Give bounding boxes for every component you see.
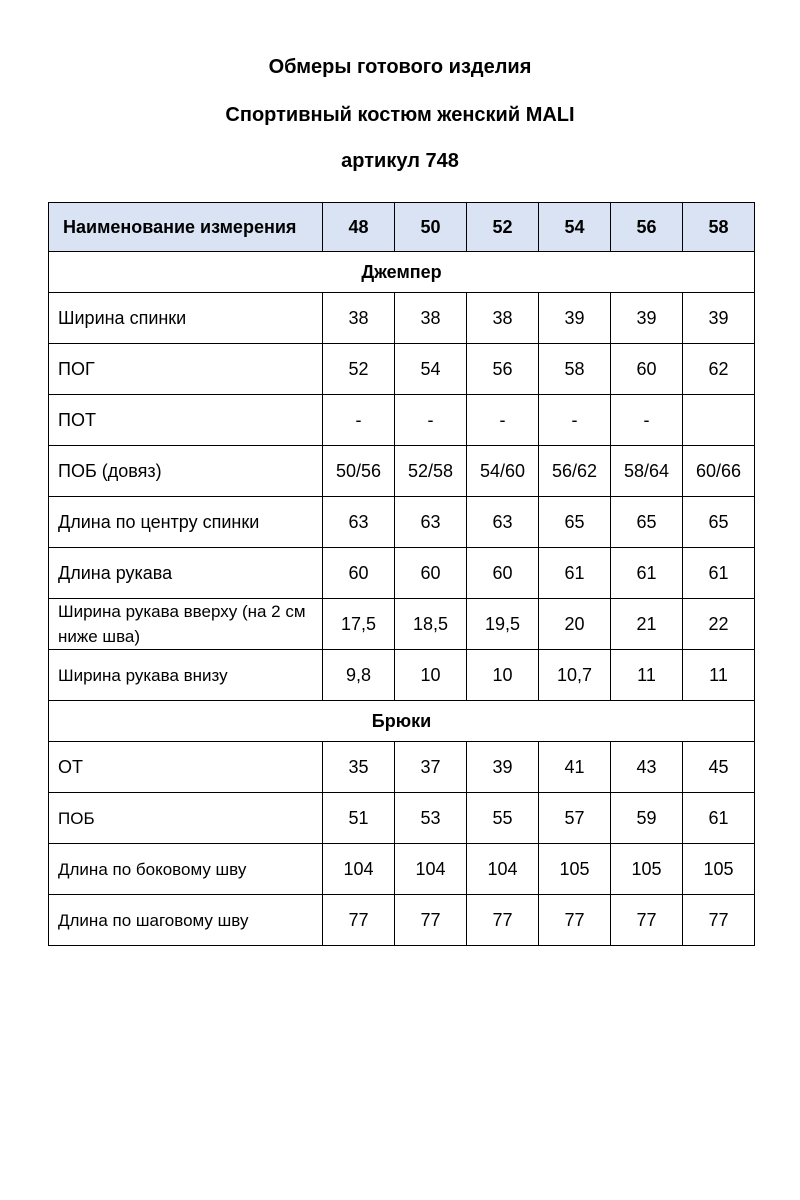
table-row bbox=[49, 548, 755, 599]
measurement-value: 38 bbox=[323, 293, 395, 344]
column-header-size: 50 bbox=[395, 203, 467, 252]
measurement-value: 10,7 bbox=[539, 650, 611, 701]
measurement-value: 58/64 bbox=[611, 446, 683, 497]
column-header-size: 48 bbox=[323, 203, 395, 252]
measurement-value: 61 bbox=[683, 793, 755, 844]
measurement-value: 60/66 bbox=[683, 446, 755, 497]
table-row bbox=[49, 895, 755, 946]
section-row bbox=[49, 252, 755, 293]
table-row bbox=[49, 793, 755, 844]
measurement-value: 58 bbox=[539, 344, 611, 395]
measurement-value: 104 bbox=[395, 844, 467, 895]
measurement-value: 60 bbox=[467, 548, 539, 599]
column-header-measurement: Наименование измерения bbox=[49, 203, 323, 252]
table-header-row bbox=[49, 203, 755, 252]
measurement-value: 105 bbox=[683, 844, 755, 895]
measurement-value: 38 bbox=[467, 293, 539, 344]
measurement-value: 11 bbox=[683, 650, 755, 701]
measurement-value: 54 bbox=[395, 344, 467, 395]
table-row bbox=[49, 599, 755, 650]
measurement-name: Длина по боковому шву bbox=[49, 844, 323, 895]
measurement-value: 104 bbox=[467, 844, 539, 895]
measurement-value: 105 bbox=[611, 844, 683, 895]
measurement-value: 55 bbox=[467, 793, 539, 844]
table-row bbox=[49, 344, 755, 395]
table-row bbox=[49, 446, 755, 497]
measurement-value: 77 bbox=[683, 895, 755, 946]
measurement-name: Длина по центру спинки bbox=[49, 497, 323, 548]
measurement-value: - bbox=[539, 395, 611, 446]
measurements-table bbox=[48, 202, 755, 946]
measurement-value: 63 bbox=[395, 497, 467, 548]
measurement-value: 52/58 bbox=[395, 446, 467, 497]
measurement-value: 11 bbox=[611, 650, 683, 701]
measurement-value: 20 bbox=[539, 599, 611, 650]
measurement-value: 60 bbox=[611, 344, 683, 395]
measurement-value: 63 bbox=[323, 497, 395, 548]
measurement-value: 53 bbox=[395, 793, 467, 844]
measurement-value: 18,5 bbox=[395, 599, 467, 650]
measurement-name: ОТ bbox=[49, 742, 323, 793]
measurement-value: 51 bbox=[323, 793, 395, 844]
measurement-value: 60 bbox=[323, 548, 395, 599]
measurement-value: 77 bbox=[395, 895, 467, 946]
measurement-value: - bbox=[395, 395, 467, 446]
column-header-size: 58 bbox=[683, 203, 755, 252]
table-row bbox=[49, 293, 755, 344]
measurement-value: 77 bbox=[467, 895, 539, 946]
measurement-value: - bbox=[611, 395, 683, 446]
table-row bbox=[49, 650, 755, 701]
measurement-value: 38 bbox=[395, 293, 467, 344]
table-row bbox=[49, 497, 755, 548]
measurement-value: 37 bbox=[395, 742, 467, 793]
measurement-value: 41 bbox=[539, 742, 611, 793]
measurement-value: 77 bbox=[539, 895, 611, 946]
measurement-value: 10 bbox=[467, 650, 539, 701]
measurement-value: 9,8 bbox=[323, 650, 395, 701]
measurement-value: 54/60 bbox=[467, 446, 539, 497]
column-header-size: 54 bbox=[539, 203, 611, 252]
measurement-value: 77 bbox=[323, 895, 395, 946]
measurement-value: 61 bbox=[539, 548, 611, 599]
column-header-size: 52 bbox=[467, 203, 539, 252]
measurement-value: 10 bbox=[395, 650, 467, 701]
measurement-value: 39 bbox=[467, 742, 539, 793]
measurement-name: Ширина рукава внизу bbox=[49, 650, 323, 701]
section-row bbox=[49, 701, 755, 742]
article-number: артикул 748 bbox=[341, 150, 459, 172]
measurement-name: ПОГ bbox=[49, 344, 323, 395]
measurement-value: 62 bbox=[683, 344, 755, 395]
measurement-value: 39 bbox=[683, 293, 755, 344]
measurement-value: 59 bbox=[611, 793, 683, 844]
measurement-value: 56/62 bbox=[539, 446, 611, 497]
measurement-value: 63 bbox=[467, 497, 539, 548]
measurement-value bbox=[683, 395, 755, 446]
measurement-value: 17,5 bbox=[323, 599, 395, 650]
measurement-value: 65 bbox=[539, 497, 611, 548]
product-name: Спортивный костюм женский MALI bbox=[225, 104, 575, 126]
measurement-value: 61 bbox=[611, 548, 683, 599]
measurement-value: 39 bbox=[611, 293, 683, 344]
document-title: Обмеры готового изделия bbox=[268, 56, 532, 78]
measurement-value: 50/56 bbox=[323, 446, 395, 497]
measurement-value: 105 bbox=[539, 844, 611, 895]
section-title: Брюки bbox=[49, 701, 755, 742]
measurement-name: ПОБ bbox=[49, 793, 323, 844]
measurement-value: 56 bbox=[467, 344, 539, 395]
table-row bbox=[49, 742, 755, 793]
measurement-name: ПОТ bbox=[49, 395, 323, 446]
measurement-value: 60 bbox=[395, 548, 467, 599]
measurement-name: Ширина рукава вверху (на 2 см ниже шва) bbox=[49, 599, 323, 650]
measurement-value: 22 bbox=[683, 599, 755, 650]
measurement-value: 77 bbox=[611, 895, 683, 946]
measurement-value: 104 bbox=[323, 844, 395, 895]
measurement-name: ПОБ (довяз) bbox=[49, 446, 323, 497]
measurement-name: Ширина спинки bbox=[49, 293, 323, 344]
column-header-size: 56 bbox=[611, 203, 683, 252]
measurement-value: 57 bbox=[539, 793, 611, 844]
table-row bbox=[49, 844, 755, 895]
measurement-value: 52 bbox=[323, 344, 395, 395]
measurement-name: Длина рукава bbox=[49, 548, 323, 599]
measurement-value: 39 bbox=[539, 293, 611, 344]
measurement-value: - bbox=[323, 395, 395, 446]
measurement-value: 61 bbox=[683, 548, 755, 599]
measurement-value: 19,5 bbox=[467, 599, 539, 650]
measurement-value: 65 bbox=[683, 497, 755, 548]
section-title: Джемпер bbox=[49, 252, 755, 293]
measurement-value: 65 bbox=[611, 497, 683, 548]
measurement-name: Длина по шаговому шву bbox=[49, 895, 323, 946]
measurement-value: 45 bbox=[683, 742, 755, 793]
table-row bbox=[49, 395, 755, 446]
measurement-value: 35 bbox=[323, 742, 395, 793]
measurement-value: - bbox=[467, 395, 539, 446]
table-body bbox=[49, 252, 755, 946]
measurement-value: 21 bbox=[611, 599, 683, 650]
measurement-value: 43 bbox=[611, 742, 683, 793]
